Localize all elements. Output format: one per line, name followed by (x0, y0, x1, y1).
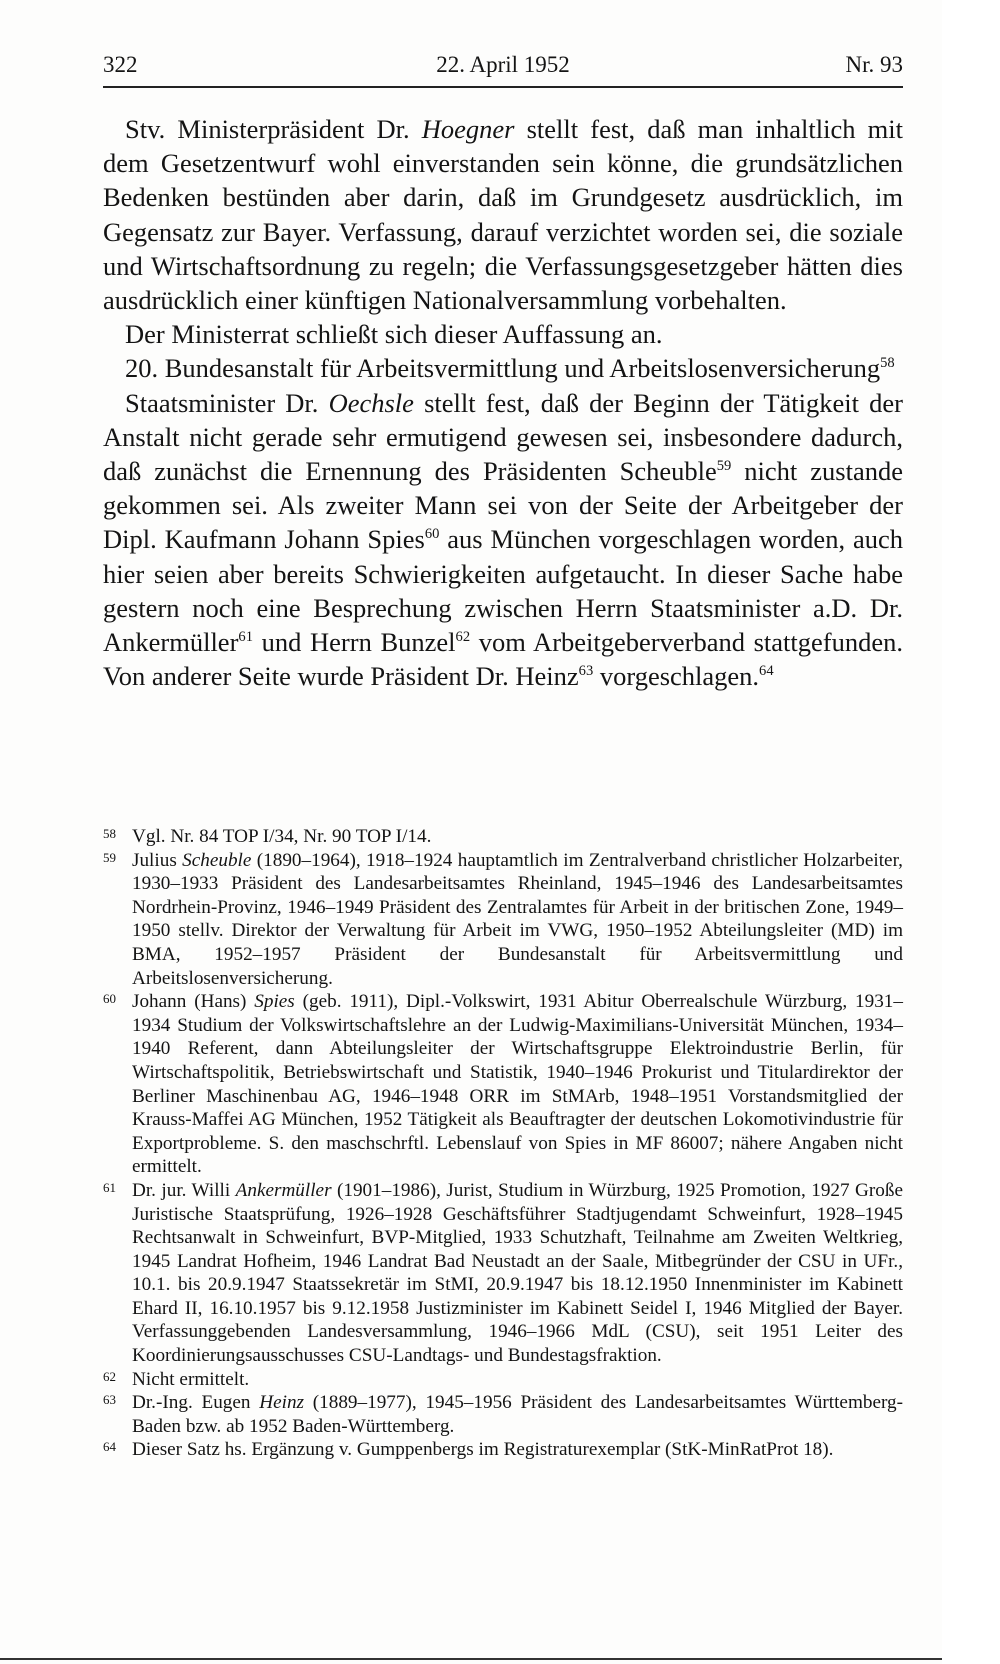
protocol-number: Nr. 93 (845, 52, 903, 77)
footnote-number: 63 (103, 1392, 116, 1408)
paragraph-decision: Der Ministerrat schließt sich dieser Auffassung an. (125, 319, 663, 350)
footnote-61 (103, 1179, 903, 1368)
text-run: stellt fest, daß der Beginn der Tätigkeit der Anstalt nicht gerade sehr ermutigend gewesen sei, insbesondere dadurch, daß zunächst die Ernennung des Präsidenten Scheuble (103, 387, 903, 487)
agenda-item-title: 20. Bundesanstalt für Arbeitsvermittlung und Arbeitslosenversicherung (125, 353, 881, 384)
footnote-text: Dieser Satz hs. Ergänzung v. Gumppenbergs im Registraturexemplar (StK-MinRatProt 18). (132, 1439, 834, 1461)
footnote-text: (1901–1986), Jurist, Studium in Würzburg, 1925 Promotion, 1927 Große Juristische Staatsprüfung, 1926–1928 Geschäftsführer Stadtjugendamt Schweinfurt, 1928–1945 Rechtsanwalt in Schweinfurt, BVP-Mitglied, 1933 Schutzhaft, Teilnahme am Zweiten Weltkrieg, 1945 Landrat Hofheim, 1946 Landrat Bad Neustadt an der Saale, Mitbegründer der CSU in UFr., 10.1. bis 20.9.1947 Staatssekretär im StMI, 20.9.1947 bis 18.12.1950 Innenminister im Kabinett Ehard II, 16.10.1957 bis 9.12.1958 Justizminister im Kabinett Seidel I, 1946 Mitglied der Bayer. Verfassunggebenden Landesversammlung, 1946–1966 MdL (CSU), seit 1951 Leiter des Koordinierungsausschusses CSU-Landtags- und Bundestagsfraktion. (132, 1179, 903, 1367)
scan-margin (942, 0, 1000, 1664)
text-run: aus München vorgeschlagen worden, auch hier seien aber bereits Schwierigkeiten aufgetaucht. In dieser Sache habe gestern noch eine Besprechung zwischen Herrn Staatsminister a.D. Dr. Ankermüller (103, 524, 903, 658)
person-name: Ankermüller (235, 1179, 332, 1201)
footnote-ref[interactable]: 64 (759, 663, 774, 680)
footnote-ref[interactable]: 59 (716, 458, 732, 475)
footnote-59 (103, 849, 903, 991)
text-run: vom Arbeitgeberverband stattgefunden. Von anderer Seite wurde Präsident Dr. Heinz (103, 627, 903, 692)
text-run: stellt fest, daß man inhaltlich mit dem Gesetzentwurf wohl einverstanden sein könne, die grundsätzlichen Bedenken bestünden aber darin, daß im Grundgesetz ausdrücklich, im Gegensatz zur Bayer. Verfassung, darauf verzichtet worden sei, die soziale und Wirtschaftsordnung zu regeln; die Verfassungsgesetzgeber hätten dies ausdrücklich einer künftigen Nationalversammlung vorbehalten. (103, 114, 903, 316)
footnote-58 (103, 825, 903, 849)
footnotes (103, 825, 903, 1462)
paragraph-hoegner (103, 112, 903, 317)
footnote-text: (geb. 1911), Dipl.-Volkswirt, 1931 Abitur Oberrealschule Würzburg, 1931–1934 Studium der Volkswirtschaftslehre an der Ludwig-Maximilians-Universität München, 1934–1940 Referent, dann Abteilungsleiter der Wirtschaftsgruppe Elektroindustrie Berlin, für Wirtschaftspolitik, Betriebswirtschaft und Statistik, 1940–1946 Prokurist und Titulardirektor der Berliner Maschinenbau AG, 1946–1948 ORR im StMArb, 1948–1951 Vorstandsmitglied der Krauss-Maffei AG München, 1952 Tätigkeit als Beauftragter der deutschen Lokomotivindustrie für Exportprobleme. S. den maschschrftl. Lebenslauf von Spies in MF 86007; nähere Angaben nicht ermittelt. (132, 991, 903, 1178)
footnote-text: (1889–1977), 1945–1956 Präsident des Landesarbeitsamtes Württemberg-Baden bzw. ab 1952 Baden-Württemberg. (132, 1392, 904, 1437)
footnote-number: 61 (103, 1179, 116, 1195)
footnote-63 (103, 1391, 903, 1438)
footnote-text: Vgl. Nr. 84 TOP I/34, Nr. 90 TOP I/14. (132, 826, 432, 847)
footnote-text: Dr. jur. Willi (132, 1179, 236, 1201)
footnote-number: 59 (103, 849, 116, 865)
text-run: Stv. Ministerpräsident Dr. (125, 114, 422, 144)
person-name: Oechsle (328, 387, 414, 418)
footnote-64 (103, 1438, 903, 1462)
footnote-ref[interactable]: 61 (238, 629, 253, 646)
text-run: und Herrn Bunzel (252, 627, 456, 658)
footnote-number: 58 (103, 826, 116, 841)
footnote-text: Dr.-Ing. Eugen (132, 1392, 260, 1414)
header-date: 22. April 1952 (436, 52, 570, 77)
footnote-number: 62 (103, 1368, 116, 1384)
agenda-item-heading (103, 351, 903, 385)
text-run: Staatsminister Dr. (125, 387, 329, 418)
footnote-text: Johann (Hans) (132, 991, 255, 1013)
paragraph-oechsle (103, 386, 903, 694)
page-number: 322 (103, 52, 138, 77)
footnote-number: 60 (103, 991, 116, 1007)
footnote-text: (1890–1964), 1918–1924 hauptamtlich im Zentralverband christlicher Holzarbeiter, 1930–1933 Präsident des Landesarbeitsamtes Rheinland, 1945–1946 des Landesarbeitsamtes Nordrhein-Provinz, 1946–1949 Präsident des Zentralamtes für Arbeit in der britischen Zone, 1949–1950 stellv. Direktor der Verwaltung für Arbeit im VWG, 1950–1952 Abteilungsleiter (MD) im BMA, 1952–1957 Präsident der Bundesanstalt für Arbeitsvermittlung und Arbeitslosenversicherung. (132, 849, 903, 989)
page-bottom-edge (0, 1658, 942, 1660)
person-name: Spies (254, 991, 295, 1013)
footnote-text: Nicht ermittelt. (132, 1368, 250, 1390)
footnote-ref[interactable]: 62 (455, 629, 471, 646)
footnote-62 (103, 1368, 903, 1392)
person-name: Hoegner (421, 114, 515, 144)
footnote-number: 64 (103, 1439, 116, 1455)
header-rule (103, 86, 903, 88)
text-run: vorgeschlagen. (593, 661, 760, 692)
footnote-ref[interactable]: 63 (578, 663, 594, 680)
footnote-60 (103, 990, 903, 1179)
person-name: Scheuble (182, 849, 252, 871)
page-header (103, 52, 903, 88)
text-run: nicht zustande gekommen sei. Als zweiter Mann sei von der Seite der Arbeitgeber der Dipl. Kaufmann Johann Spies (103, 456, 903, 555)
footnote-text: Julius (132, 849, 183, 871)
footnote-ref[interactable]: 60 (424, 526, 440, 543)
person-name: Heinz (259, 1392, 305, 1414)
main-text (103, 112, 903, 693)
footnote-ref[interactable]: 58 (880, 355, 895, 372)
